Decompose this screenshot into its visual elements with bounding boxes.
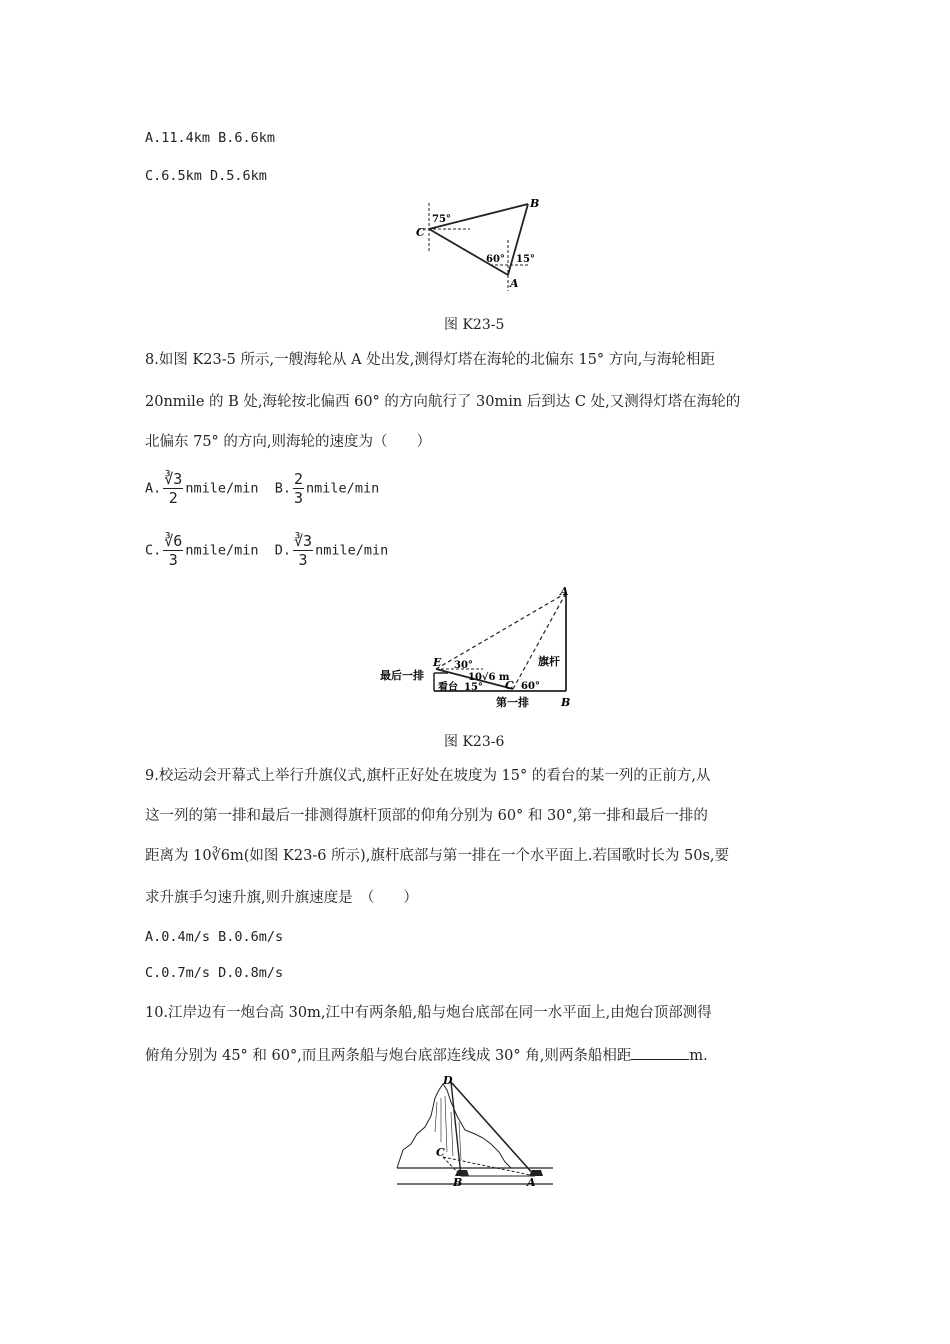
q8-option-a-num: ∛3 — [164, 470, 183, 488]
label-c: C — [436, 1146, 445, 1159]
q10-line1: 10.江岸边有一炮台高 30m,江中有两条船,船与炮台底部在同一水平面上,由炮台顶部测得 — [145, 1005, 712, 1021]
q10-line2 — [145, 1045, 708, 1066]
q10-line2-text: 俯角分别为 45° 和 60°,而且两条船与炮台底部连线成 30° 角,则两条船相距 — [145, 1048, 632, 1064]
angle-15: 15° — [516, 254, 535, 265]
q8-option-a-unit: nmile/min — [185, 480, 259, 497]
q7-options-line1: A.11.4km B.6.6km — [145, 130, 276, 146]
q8-option-a-label: A. — [145, 480, 162, 497]
q8-option-d-den: 3 — [298, 551, 308, 569]
line-d-a — [451, 1082, 535, 1176]
q7-options-line2: C.6.5km D.5.6km — [145, 168, 267, 184]
label-d: D — [443, 1074, 453, 1087]
q8-option-b-unit: nmile/min — [306, 480, 380, 497]
figure-k23-6 — [378, 585, 578, 710]
q8-option-d-unit: nmile/min — [315, 542, 389, 559]
triangle-side-ca — [429, 229, 508, 275]
flagpole-label: 旗杆 — [538, 655, 560, 668]
cliff-outline — [397, 1084, 511, 1168]
q9-options-line1: A.0.4m/s B.0.6m/s — [145, 929, 284, 945]
angle-60: 60° — [486, 254, 505, 265]
label-b: B — [561, 696, 571, 709]
q8-option-a-fraction — [163, 470, 183, 507]
distance-label: 10√6 m — [468, 672, 510, 683]
angle-75: 75° — [432, 214, 451, 225]
q8-line3: 北偏东 75° 的方向,则海轮的速度为（ ） — [145, 434, 432, 450]
q8-options-ab — [145, 470, 379, 507]
q8-line2: 20nmile 的 B 处,海轮按北偏西 60° 的方向航行了 30min 后到达 C 处,又测得灯塔在海轮的 — [145, 394, 741, 410]
q8-options-cd — [145, 532, 388, 569]
q8-option-d-num: ∛3 — [294, 532, 313, 550]
q8-option-c-fraction — [163, 532, 183, 569]
q8-option-b-label: B. — [274, 480, 292, 497]
figure-cliff-boats — [395, 1072, 555, 1192]
label-e: E — [433, 656, 442, 669]
q10-answer-blank[interactable] — [631, 1045, 689, 1060]
figure-k23-5 — [410, 195, 550, 295]
q8-option-b-den: 3 — [294, 489, 304, 507]
figure-caption-k23-5: 图 K23-5 — [444, 317, 505, 333]
label-b: B — [453, 1176, 463, 1189]
q8-option-c-num: ∛6 — [164, 532, 183, 550]
q8-option-c-den: 3 — [168, 551, 178, 569]
q8-option-c-label: C. — [145, 542, 162, 559]
q9-line4: 求升旗手匀速升旗,则升旗速度是 （ ） — [145, 890, 418, 906]
q8-option-b-fraction — [293, 470, 304, 507]
q9-line1: 9.校运动会开幕式上举行升旗仪式,旗杆正好处在坡度为 15° 的看台的某一列的正前方,从 — [145, 768, 711, 784]
q8-option-d-label: D. — [274, 542, 292, 559]
label-a: A — [510, 277, 519, 290]
label-a: A — [527, 1176, 536, 1189]
first-row-label: 第一排 — [496, 696, 529, 709]
angle-15: 15° — [464, 682, 483, 693]
figure-caption-k23-6: 图 K23-6 — [444, 734, 505, 750]
label-c: C — [505, 679, 514, 692]
q8-option-d-fraction — [293, 532, 313, 569]
q9-options-line2: C.0.7m/s D.0.8m/s — [145, 965, 284, 981]
sight-c-a — [513, 593, 566, 689]
q10-line2-unit: m. — [689, 1048, 708, 1064]
q8-line1: 8.如图 K23-5 所示,一艘海轮从 A 处出发,测得灯塔在海轮的北偏东 15° 方向,与海轮相距 — [145, 352, 715, 368]
q8-option-b-num: 2 — [294, 470, 304, 488]
angle-30: 30° — [454, 660, 473, 671]
q8-option-c-unit: nmile/min — [185, 542, 259, 559]
label-b: B — [530, 197, 540, 210]
last-row-label: 最后一排 — [380, 669, 424, 682]
stand-label: 看台 — [438, 682, 458, 693]
label-c: C — [416, 226, 425, 239]
q9-line3: 距离为 10∛6m(如图 K23-6 所示),旗杆底部与第一排在一个水平面上.若国歌时长为 50s,要 — [145, 848, 730, 864]
label-a: A — [560, 585, 569, 598]
q8-option-a-den: 2 — [168, 489, 178, 507]
angle-60: 60° — [521, 681, 540, 692]
q9-line2: 这一列的第一排和最后一排测得旗杆顶部的仰角分别为 60° 和 30°,第一排和最后一排的 — [145, 808, 708, 824]
